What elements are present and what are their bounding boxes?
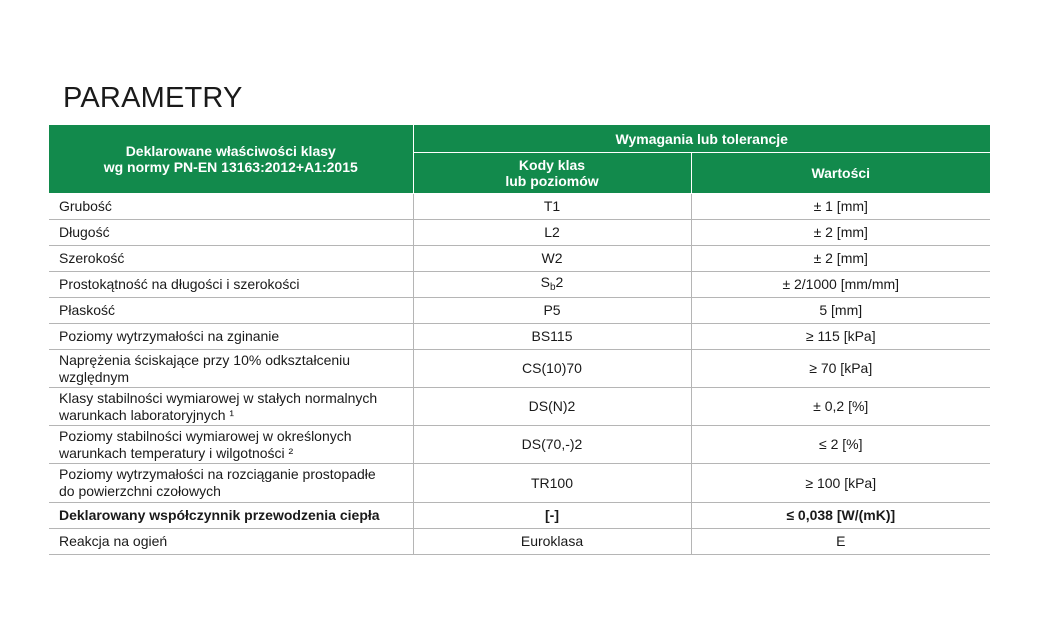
parameters-table xyxy=(49,124,990,555)
code-main: S xyxy=(540,273,550,290)
table-row xyxy=(49,246,990,272)
page-title: PARAMETRY xyxy=(63,82,243,114)
row-name: Płaskość xyxy=(49,298,413,324)
row-name: Prostokątność na długości i szerokości xyxy=(49,272,413,298)
row-name: Deklarowany współczynnik przewodzenia ciepła xyxy=(49,503,413,529)
row-value: ± 1 [mm] xyxy=(691,194,990,220)
row-name: Grubość xyxy=(49,194,413,220)
row-code: P5 xyxy=(413,298,691,324)
row-name: Szerokość xyxy=(49,246,413,272)
row-name: Poziomy wytrzymałości na zginanie xyxy=(49,324,413,350)
row-name: Klasy stabilności wymiarowej w stałych normalnych warunkach laboratoryjnych ¹ xyxy=(49,388,413,426)
table-row xyxy=(49,324,990,350)
row-name: Naprężenia ściskające przy 10% odkształceniu względnym xyxy=(49,350,413,388)
row-name: Reakcja na ogień xyxy=(49,529,413,555)
header-declared-properties xyxy=(49,125,413,194)
row-value: ± 0,2 [%] xyxy=(691,388,990,426)
code-subscript: b xyxy=(549,281,556,293)
header-values: Wartości xyxy=(691,153,990,194)
row-code: Euroklasa xyxy=(413,529,691,555)
row-code: DS(70,-)2 xyxy=(413,426,691,464)
row-value: ≥ 100 [kPa] xyxy=(691,464,990,503)
table-row xyxy=(49,350,990,388)
row-code: DS(N)2 xyxy=(413,388,691,426)
header-declared-properties-label: Deklarowane właściwości klasy wg normy PN-EN 13163:2012+A1:2015 xyxy=(103,143,358,175)
row-code: BS115 xyxy=(413,324,691,350)
row-code: T1 xyxy=(413,194,691,220)
row-name: Poziomy stabilności wymiarowej w określonych warunkach temperatury i wilgotności ² xyxy=(49,426,413,464)
table-row xyxy=(49,272,990,298)
table-row xyxy=(49,529,990,555)
row-value: ± 2/1000 [mm/mm] xyxy=(691,272,990,298)
table-row xyxy=(49,388,990,426)
table-row xyxy=(49,298,990,324)
row-code: L2 xyxy=(413,220,691,246)
row-name: Długość xyxy=(49,220,413,246)
row-name: Poziomy wytrzymałości na rozciąganie prostopadłe do powierzchni czołowych xyxy=(49,464,413,503)
table-row xyxy=(49,194,990,220)
table-row xyxy=(49,464,990,503)
row-value: ± 2 [mm] xyxy=(691,220,990,246)
table-header xyxy=(49,125,990,194)
row-value: E xyxy=(691,529,990,555)
table-body xyxy=(49,194,990,555)
row-code: W2 xyxy=(413,246,691,272)
row-value: ≤ 0,038 [W/(mK)] xyxy=(691,503,990,529)
row-value: ≥ 70 [kPa] xyxy=(691,350,990,388)
row-code xyxy=(413,272,691,298)
header-codes-label: Kody klas lub poziomów xyxy=(505,157,599,189)
code-tail: 2 xyxy=(555,273,564,290)
row-value: ± 2 [mm] xyxy=(691,246,990,272)
row-value: 5 [mm] xyxy=(691,298,990,324)
table-row xyxy=(49,426,990,464)
row-value: ≥ 115 [kPa] xyxy=(691,324,990,350)
table-row xyxy=(49,220,990,246)
table-row xyxy=(49,503,990,529)
header-codes xyxy=(413,153,691,194)
header-requirements: Wymagania lub tolerancje xyxy=(413,125,990,153)
row-code: TR100 xyxy=(413,464,691,503)
row-code: [-] xyxy=(413,503,691,529)
row-code: CS(10)70 xyxy=(413,350,691,388)
row-value: ≤ 2 [%] xyxy=(691,426,990,464)
